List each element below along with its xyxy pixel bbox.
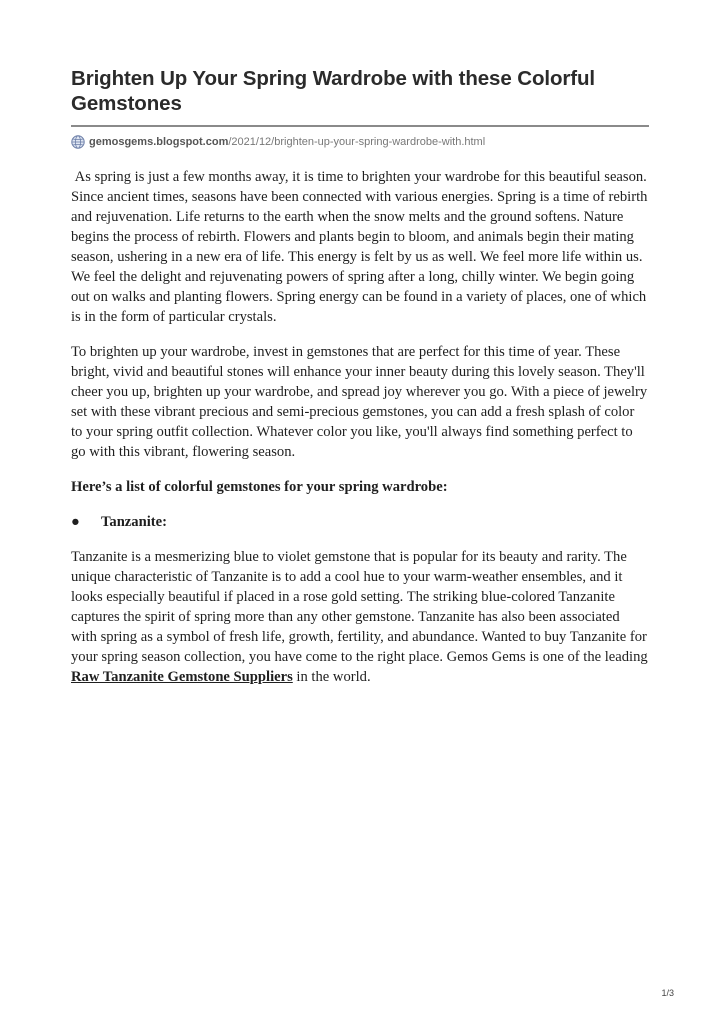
tanzanite-paragraph (71, 547, 649, 687)
globe-icon (71, 135, 85, 149)
list-item-tanzanite (71, 512, 649, 532)
bullet-marker: ● (71, 514, 80, 530)
suppliers-link[interactable]: Raw Tanzanite Gemstone Suppliers (71, 669, 293, 685)
article-body (71, 167, 652, 687)
source-url[interactable] (71, 135, 649, 149)
tanzanite-text: Tanzanite is a mesmerizing blue to violet gemstone that is popular for its beauty and rarity. The unique characteristic of Tanzanite is to add a cool hue to your warm-weather ensembles, and it looks especially beautiful if placed in a rose gold setting. The striking blue-colored Tanzanite captures the spirit of spring more than any other gemstone. Tanzanite has also been associated with spring as a symbol of fresh life, growth, fertility, and abundance. Wanted to buy Tanzanite for your spring season collection, you have come to the right place. Gemos Gems is one of the leading (71, 549, 648, 665)
source-path[interactable]: /2021/12/brighten-up-your-spring-wardrobe-with.html (228, 136, 486, 148)
title-divider (71, 125, 649, 127)
document-page (71, 0, 652, 702)
list-item-label: Tanzanite: (101, 514, 167, 530)
page-number: 1/3 (661, 988, 674, 998)
list-heading: Here’s a list of colorful gemstones for your spring wardrobe: (71, 479, 448, 495)
intro-paragraph: As spring is just a few months away, it is time to brighten your wardrobe for this beautiful season. Since ancient times, seasons have been connected with various energies. Spring is a time of rebirth and rejuvenation. Life returns to the earth when the snow melts and the ground softens. Nature begins the process of rebirth. Flowers and plants begin to bloom, and animals begin their mating season, ushering in a new era of life. This energy is felt by us as well. We feel more life within us. We feel the delight and rejuvenating powers of spring after a long, chilly winter. We begin going out on walks and planting flowers. Spring energy can be found in a variety of places, one of which is in the form of particular crystals. (71, 169, 652, 325)
source-domain[interactable]: gemosgems.blogspot.com (89, 136, 229, 148)
wardrobe-paragraph: To brighten up your wardrobe, invest in gemstones that are perfect for this time of year. These bright, vivid and beautiful stones will enhance your inner beauty during this lovely season. They'll cheer you up, brighten up your wardrobe, and spread joy wherever you go. With a piece of jewelry set with these vibrant precious and semi-precious gemstones, you can add a fresh splash of color to your spring outfit collection. Whatever color you like, you'll always find something perfect to go with this vibrant, flowering season. (71, 344, 648, 460)
tanzanite-text-end: in the world. (292, 669, 371, 685)
article-title: Brighten Up Your Spring Wardrobe with these Colorful Gemstones (71, 67, 596, 115)
